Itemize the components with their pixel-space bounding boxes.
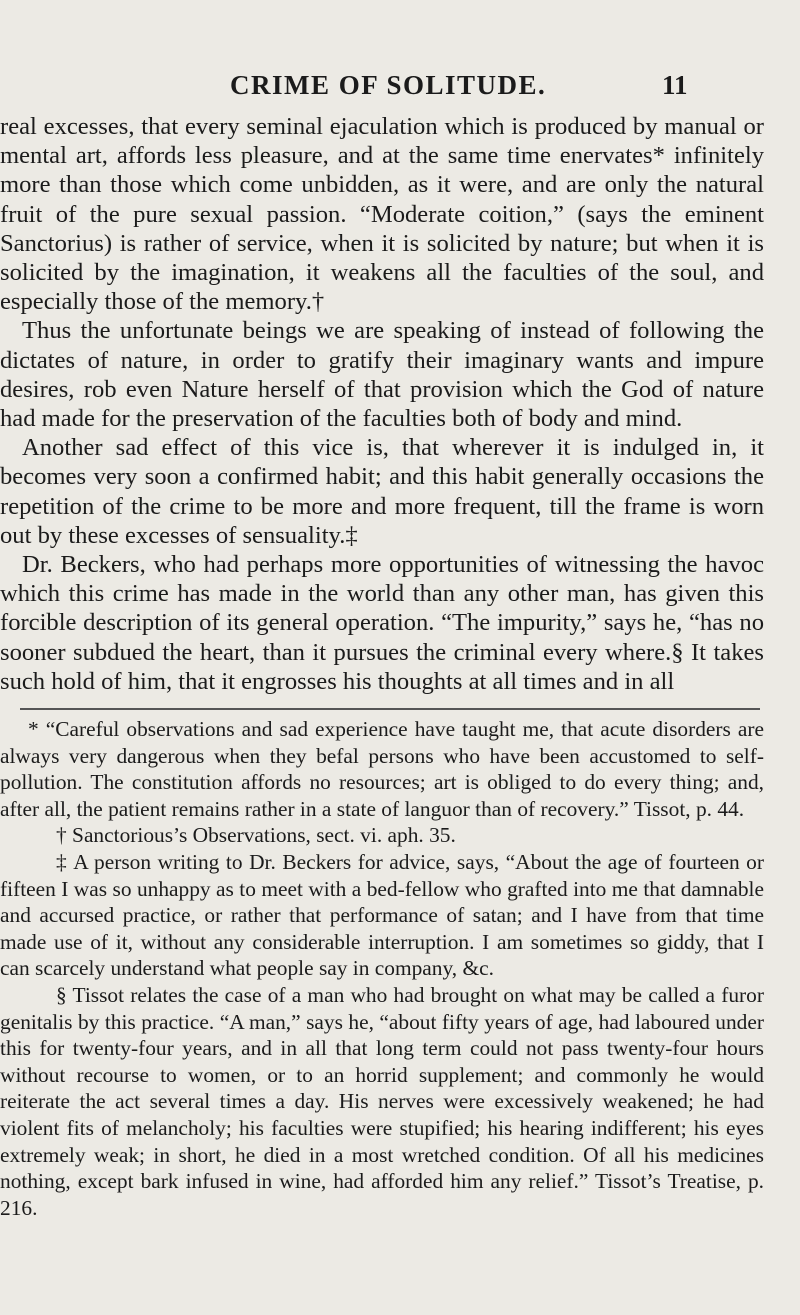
main-text: [0, 112, 764, 696]
paragraph-4: Dr. Beckers, who had perhaps more opportunities of witnessing the havoc which this crime has made in the world than any other man, has given this forcible description of its general operation. “The impurity,” says he, “has no sooner subdued the heart, than it pursues the criminal every where.§ It takes such hold of him, that it engrosses his thoughts at all times and in all: [0, 551, 764, 695]
footnote-dagger: † Sanctorious’s Observations, sect. vi. aph. 35.: [56, 823, 456, 848]
paragraph-3: Another sad effect of this vice is, that wherever it is indulged in, it becomes very soon a confirmed habit; and this habit generally occasions the repetition of the crime to be more and more frequent, till the frame is worn out by these excesses of sensuality.‡: [0, 434, 764, 549]
running-title: CRIME OF SOLITUDE.: [230, 70, 547, 100]
footnote-divider: [20, 708, 760, 710]
paragraph-2: Thus the unfortunate beings we are speaking of instead of following the dictates of nature, in order to gratify their imaginary wants and impure desires, rob even Nature herself of that provision which the God of nature had made for the preservation of the faculties both of body and mind.: [0, 317, 764, 433]
page-header: [0, 70, 800, 110]
footnote-asterisk: * “Careful observations and sad experience have taught me, that acute disorders are always very dangerous when they befal persons who have been accustomed to self-pollution. The constitution affords no resources; art is obliged to do every thing; and, after all, the patient remains rather in a state of languor than of recovery.” Tissot, p. 44.: [0, 717, 764, 821]
footnote-double-dagger: ‡ A person writing to Dr. Beckers for advice, says, “About the age of fourteen or fifteen I was so unhappy as to meet with a bed-fellow who grafted into me that damnable and accursed practice, or rather that performance of satan; and I have from that time made use of it, without any considerable interruption. I am sometimes so giddy, that I can scarcely understand what people say in company, &c.: [0, 849, 764, 981]
footnotes: [0, 716, 764, 1221]
page-number: 11: [662, 70, 688, 100]
paragraph-1: real excesses, that every seminal ejaculation which is produced by manual or mental art, affords less pleasure, and at the same time enervates* infinitely more than those which come unbidden, as it were, and are only the natural fruit of the pure sexual passion. “Moderate coition,” (says the eminent Sanctorius) is rather of service, when it is solicited by nature; but when it is solicited by the imagination, it weakens all the faculties of the soul, and especially those of the memory.†: [0, 113, 764, 316]
footnote-section: § Tissot relates the case of a man who had brought on what may be called a furor genitalis by this practice. “A man,” says he, “about fifty years of age, had laboured under this for twenty-four years, and in all that long term could not pass twenty-four hours without recourse to women, or to an horrid supplement; and commonly he would reiterate the act several times a day. His nerves were excessively weakened; he had violent fits of melancholy; his faculties were stupified; his hearing indifferent; his eyes extremely weak; in short, he died in a most wretched condition. Of all his medicines nothing, except bark infused in wine, had afforded him any relief.” Tissot’s Treatise, p. 216.: [0, 982, 764, 1220]
